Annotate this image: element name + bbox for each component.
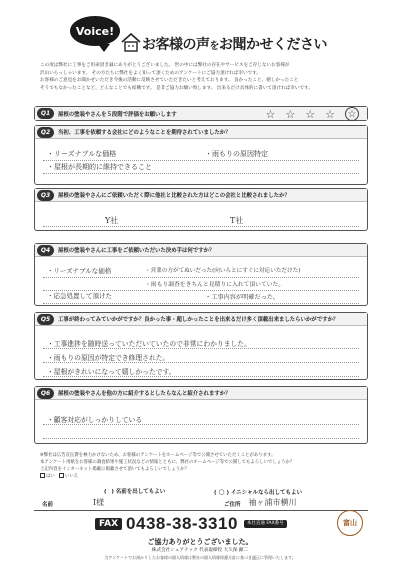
question-1 bbox=[34, 106, 368, 121]
handwritten-answer: ・顧客対応がしっかりしている bbox=[47, 416, 143, 424]
question-text: 屋根の塗装やさんに工事をご依頼いただいた決め手は何ですか？ bbox=[58, 248, 215, 254]
question-text: 屋根の塗装やさんを５段階で評価をお願いします bbox=[58, 111, 177, 118]
question-badge: Q5 bbox=[37, 314, 54, 325]
question-badge: Q2 bbox=[37, 127, 54, 138]
name-cell: 名前 I様 ( ) 名前を出してもよい bbox=[34, 497, 214, 511]
company-name: 株式会社シェアテック 代表取締役 大久保 顕二 bbox=[151, 548, 249, 553]
question-badge: Q4 bbox=[37, 245, 54, 256]
header bbox=[70, 14, 370, 60]
handwritten-answer: ・雨もり調査をきちんと見積りに入れて頂いていた。 bbox=[145, 282, 285, 288]
handwritten-answer: ・屋根が長期的に維持できること bbox=[47, 163, 152, 171]
question-text: 当初、工事を依頼する会社にどのようなことを期待されていましたか？ bbox=[58, 130, 231, 136]
intro-text: この度は弊社に工事をご用命頂き誠にありがとうございました。 世の中には弊社の存在やサービスをご存じないお客様が 沢山いらっしゃいます。 その方たちに弊社をよく知って頂くためのアンケートにご協力頂ければ幸いです。 お客様のご意見をお聞かせいただき今後の活動に反映させていただきたいと考えております。 良かったこと、嬉しかったこと そうでもなかったことなど、どんなことでも結構です。 是非ご協力お願い致します。 出来るだけ具体的に書いて頂ければ幸いです。 bbox=[40, 63, 313, 91]
handwritten-answer: ・工事進捗を随時送っていただいていたので非常にわかりました。 bbox=[47, 340, 251, 348]
publication-consent: ※弊社は広告宣伝費を極力かけないため、お客様のアンケートをホームページ等で公開させていただくことがあります。 本アンケート用紙をお客様の調査結果や施工状況などの情報とともに、弊社のホームページ等で公開してもよろしいでしょうか？ 上記内容をインターネット掲載に掲載させて頂いてもよろしいでしょうか？ はい いいえ bbox=[40, 453, 295, 479]
star-icon-selected[interactable]: ☆ bbox=[345, 107, 359, 121]
initial-option-mark[interactable]: ○ bbox=[218, 487, 225, 496]
question-text: 工事が終わってみていかがですか？良かった事・超しかったことを出来るだけ多く頂載出来ましたらいかがですか？ bbox=[58, 317, 339, 323]
handwritten-answer: ・リーズナブルな価格 bbox=[47, 150, 117, 158]
house-icon bbox=[120, 32, 142, 52]
address-cell: ご住所 袖ヶ浦市横川 ( ○ ) イニシャルなら出してもよい bbox=[214, 497, 368, 511]
consent-checkbox-yes[interactable] bbox=[40, 473, 45, 478]
handwritten-name[interactable]: I様 bbox=[93, 498, 105, 507]
question-3 bbox=[34, 188, 368, 231]
consent-checkbox-no[interactable] bbox=[59, 473, 64, 478]
question-text: 屋根の塗装やさんにご依頼いただく際に他社と比較された方はどこの会社と比較されましたか？ bbox=[58, 193, 290, 199]
question-text: 屋根の塗装やさんを他の方に紹介するとしたらなんと紹介されますか？ bbox=[58, 391, 231, 397]
name-address-row bbox=[34, 487, 368, 511]
handwritten-answer: ・応急処置して頂けた bbox=[47, 292, 112, 300]
voice-badge: Voice! bbox=[70, 16, 120, 46]
privacy-note: 当アンケートでお預かりしたお客様の個人情報は弊社の個人情報保護方針に基づき適正に管理いたします。 bbox=[104, 555, 296, 560]
handwritten-answer: ・営業の方がてぬいだった(向いらとにすぐに対応いただけた) bbox=[145, 268, 301, 274]
star-icon[interactable]: ☆ bbox=[325, 108, 335, 121]
handwritten-answer: ・雨もりの原因特定 bbox=[205, 150, 268, 158]
star-icon[interactable]: ☆ bbox=[285, 108, 296, 121]
handwritten-answer: ・雨もりの原因が特定でき修理された。 bbox=[47, 354, 170, 362]
question-2 bbox=[34, 125, 368, 185]
company-stamp-icon: 富山 bbox=[337, 510, 363, 536]
question-badge: Q1 bbox=[37, 108, 54, 119]
star-icon[interactable]: ☆ bbox=[265, 108, 276, 121]
question-4 bbox=[34, 243, 368, 306]
question-6 bbox=[34, 386, 368, 444]
fax-number[interactable]: 0438-38-3310 bbox=[126, 514, 238, 533]
thanks-text: ご協力ありがとうございました。 bbox=[147, 538, 253, 546]
star-icon[interactable]: ☆ bbox=[305, 108, 316, 121]
question-5 bbox=[34, 312, 368, 380]
handwritten-answer: ・工事内容が明確だった。 bbox=[205, 294, 280, 301]
rating-stars bbox=[266, 108, 360, 121]
handwritten-answer: ・屋根がきれいになって嬉しかったです。 bbox=[47, 368, 176, 376]
fax-row bbox=[95, 514, 287, 534]
question-badge: Q3 bbox=[37, 190, 54, 201]
handwritten-answer: T社 bbox=[230, 216, 244, 225]
handwritten-address[interactable]: 袖ヶ浦市横川 bbox=[248, 498, 297, 507]
fax-label: FAX bbox=[95, 518, 122, 530]
page-title: お客様の声をお聞かせください bbox=[142, 37, 327, 53]
handwritten-answer: Y社 bbox=[105, 216, 119, 225]
handwritten-answer: ・リーズナブルな価格 bbox=[47, 267, 112, 275]
question-badge: Q6 bbox=[37, 388, 54, 399]
fax-note: 本社直通 FAX番号 bbox=[244, 520, 287, 528]
